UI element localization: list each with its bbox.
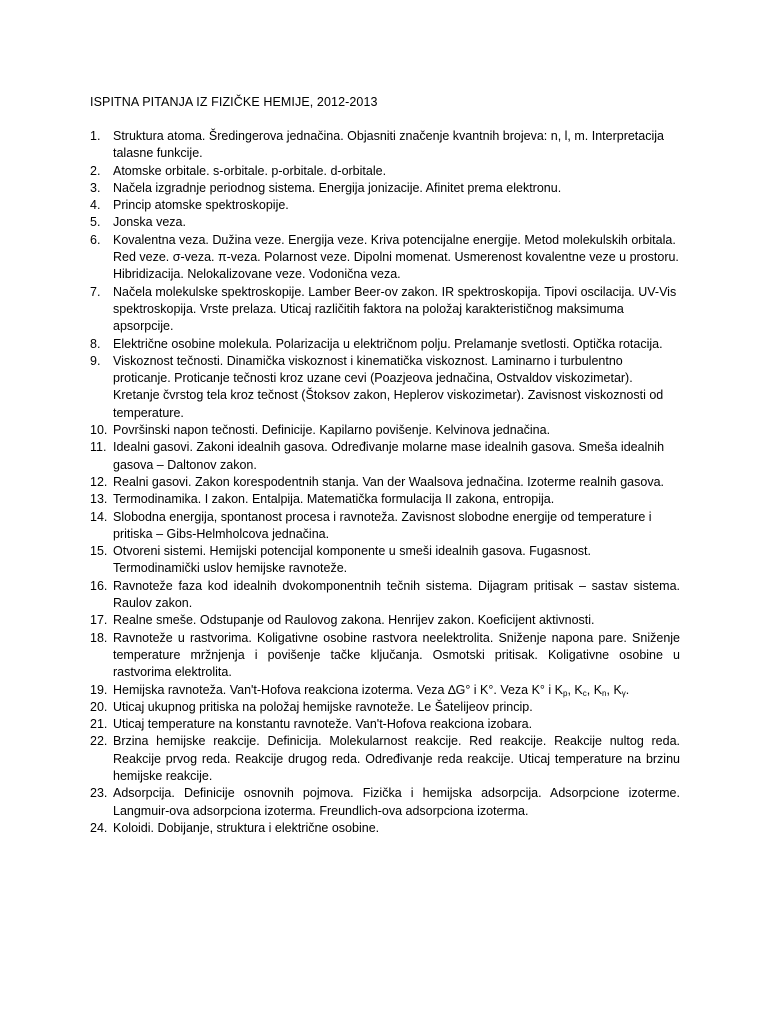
question-line: rastvorima elektrolita. bbox=[113, 665, 232, 680]
question-item bbox=[90, 543, 680, 578]
question-number: 18. bbox=[90, 630, 108, 645]
question-item bbox=[90, 197, 680, 214]
question-number: 24. bbox=[90, 820, 108, 835]
question-item bbox=[90, 578, 680, 613]
question-number: 13. bbox=[90, 492, 108, 507]
question-text bbox=[113, 716, 680, 733]
question-item bbox=[90, 214, 680, 231]
question-line: Red veze. σ-veza. π-veza. Polarnost veze. Dipolni momenat. Usmerenost kovalentne veze u prostoru. bbox=[113, 250, 679, 265]
document-title: ISPITNA PITANJA IZ FIZIČKE HEMIJE, 2012-2013 bbox=[90, 95, 378, 109]
question-text bbox=[113, 733, 680, 785]
question-item bbox=[90, 612, 680, 629]
question-number: 1. bbox=[90, 129, 101, 143]
question-line: Brzina hemijske reakcije. Definicija. Molekularnost reakcije. Red reakcije. Reakcije nultog reda. bbox=[113, 734, 680, 749]
question-number: 20. bbox=[90, 699, 108, 714]
question-line: Načela izgradnje periodnog sistema. Energija jonizacije. Afinitet prema elektronu. bbox=[113, 180, 562, 195]
question-text bbox=[113, 509, 680, 544]
question-text bbox=[113, 820, 680, 837]
question-line: Realni gasovi. Zakon korespodentnih stanja. Van der Waalsova jednačina. Izoterme realnih gasova. bbox=[113, 474, 665, 489]
question-number: 17. bbox=[90, 613, 108, 628]
question-line: Termodinamički uslov hemijske ravnoteže. bbox=[113, 561, 348, 576]
question-text bbox=[113, 284, 680, 336]
question-line: Kretanje čvrstog tela kroz tečnost (Štoksov zakon, Heplerov viskozimetar). Zavisnost viskoznosti od bbox=[113, 388, 664, 403]
question-line: Raulov zakon. bbox=[113, 596, 193, 611]
question-number: 7. bbox=[90, 284, 101, 299]
question-line: Uticaj temperature na konstantu ravnoteže. Van't-Hofova reakciona izobara. bbox=[113, 717, 533, 732]
question-line: Adsorpcija. Definicije osnovnih pojmova. Fizička i hemijska adsorpcija. Adsorpcione izoterme. bbox=[113, 786, 680, 801]
question-line: Idealni gasovi. Zakoni idealnih gasova. Određivanje molarne mase idealnih gasova. Smeša idealnih bbox=[113, 440, 665, 455]
question-item bbox=[90, 128, 680, 163]
question-text-part: . bbox=[625, 682, 630, 697]
question-line: Hibridizacija. Nelokalizovane veze. Vodonična veza. bbox=[113, 267, 401, 282]
question-number: 5. bbox=[90, 215, 101, 230]
question-text-part: , K bbox=[567, 682, 583, 697]
question-item bbox=[90, 491, 680, 508]
question-item bbox=[90, 785, 680, 820]
question-text bbox=[113, 163, 680, 180]
question-line: Načela molekulske spektroskopije. Lamber Beer-ov zakon. IR spektroskopija. Tipovi oscilacija. UV-Vis bbox=[113, 284, 677, 299]
question-line: Atomske orbitale. s-orbitale. p-orbitale. d-orbitale. bbox=[113, 163, 387, 178]
question-item bbox=[90, 353, 680, 422]
question-item bbox=[90, 422, 680, 439]
question-line: Ravnoteže faza kod idealnih dvokomponentnih tečnih sistema. Dijagram pritisak – sastav sistema. bbox=[113, 578, 680, 593]
question-text bbox=[113, 474, 680, 491]
question-text bbox=[113, 336, 680, 353]
question-text-part: Hemijska ravnoteža. Van't-Hofova reakciona izoterma. Veza ∆G° i K°. Veza K° i K bbox=[113, 682, 563, 697]
question-line: Realne smeše. Odstupanje od Raulovog zakona. Henrijev zakon. Koeficijent aktivnosti. bbox=[113, 613, 595, 628]
question-line: temperature. bbox=[113, 405, 184, 420]
question-text bbox=[113, 197, 680, 214]
question-text bbox=[113, 543, 680, 578]
question-item bbox=[90, 180, 680, 197]
question-number: 21. bbox=[90, 717, 108, 732]
question-line: Ravnoteže u rastvorima. Koligativne osobine rastvora neelektrolita. Sniženje napona pare. Sniženje bbox=[113, 630, 680, 645]
question-text-part: , K bbox=[606, 682, 622, 697]
question-line: Koloidi. Dobijanje, struktura i električne osobine. bbox=[113, 820, 380, 835]
question-number: 4. bbox=[90, 198, 101, 213]
question-line: spektroskopija. Vrste prelaza. Uticaj različitih faktora na položaj karakterističnog maksimuma bbox=[113, 301, 624, 316]
question-line: Slobodna energija, spontanost procesa i ravnoteža. Zavisnost slobodne energije od temperature i bbox=[113, 509, 652, 524]
question-line: Princip atomske spektroskopije. bbox=[113, 198, 289, 213]
question-line: Uticaj ukupnog pritiska na položaj hemijske ravnoteže. Le Šatelijeov princip. bbox=[113, 699, 533, 714]
question-item bbox=[90, 232, 680, 284]
question-item bbox=[90, 630, 680, 682]
question-text-part: , K bbox=[586, 682, 603, 697]
question-line: Jonska veza. bbox=[113, 215, 186, 230]
subscript-text: n bbox=[602, 688, 607, 698]
question-line: Električne osobine molekula. Polarizacija u električnom polju. Prelamanje svetlosti. Optička rotacija. bbox=[113, 336, 663, 351]
question-text bbox=[113, 422, 680, 439]
question-item bbox=[90, 509, 680, 544]
question-text bbox=[113, 180, 680, 197]
subscript-text: p bbox=[563, 688, 568, 698]
question-line: Viskoznost tečnosti. Dinamička viskoznost i kinematička viskoznost. Laminarno i turbulentno bbox=[113, 353, 623, 368]
question-number: 15. bbox=[90, 544, 108, 559]
question-line: Površinski napon tečnosti. Definicije. Kapilarno povišenje. Kelvinova jednačina. bbox=[113, 423, 551, 438]
question-line: temperature mržnjenja i povišenje tačke ključanja. Osmotski pritisak. Koligativne osobine u bbox=[113, 647, 680, 662]
question-number: 6. bbox=[90, 232, 101, 247]
question-text bbox=[113, 699, 680, 716]
question-text bbox=[113, 128, 680, 163]
question-number: 19. bbox=[90, 682, 108, 697]
question-text bbox=[113, 612, 680, 629]
question-item bbox=[90, 439, 680, 474]
question-number: 12. bbox=[90, 474, 108, 489]
question-text bbox=[113, 214, 680, 231]
question-line: hemijske reakcije. bbox=[113, 768, 213, 783]
question-text bbox=[113, 578, 680, 613]
question-line: Kovalentna veza. Dužina veze. Energija veze. Kriva potencijalne energije. Metod molekulskih orbitala. bbox=[113, 232, 676, 247]
question-item bbox=[90, 474, 680, 491]
question-item bbox=[90, 163, 680, 180]
question-line: apsorpcije. bbox=[113, 319, 174, 334]
question-text bbox=[113, 785, 680, 820]
subscript-text: c bbox=[582, 688, 587, 698]
question-number: 11. bbox=[90, 440, 107, 455]
question-item bbox=[90, 699, 680, 716]
question-line: Reakcije prvog reda. Reakcije drugog reda. Određivanje reda reakcije. Uticaj temperature na brzinu bbox=[113, 751, 680, 766]
question-text bbox=[113, 353, 680, 422]
question-item bbox=[90, 716, 680, 733]
question-line: pritiska – Gibs-Helmholcova jednačina. bbox=[113, 526, 330, 541]
question-item bbox=[90, 284, 680, 336]
question-line: Termodinamika. I zakon. Entalpija. Matematička formulacija II zakona, entropija. bbox=[113, 492, 555, 507]
question-text bbox=[113, 491, 680, 508]
question-number: 10. bbox=[90, 423, 108, 438]
question-text bbox=[113, 630, 680, 682]
question-number: 23. bbox=[90, 786, 108, 801]
question-text bbox=[113, 232, 680, 284]
question-line: Langmuir-ova adsorpciona izoterma. Freundlich-ova adsorpciona izoterma. bbox=[113, 803, 529, 818]
question-text bbox=[113, 682, 680, 699]
question-list bbox=[90, 128, 680, 837]
question-number: 3. bbox=[90, 180, 101, 195]
question-item bbox=[90, 820, 680, 837]
question-number: 2. bbox=[90, 163, 101, 178]
question-number: 14. bbox=[90, 509, 108, 524]
question-line: proticanje. Proticanje tečnosti kroz uzane cevi (Poazjeova jednačina, Ostvaldov viskozimetar). bbox=[113, 371, 633, 386]
subscript-text: γ bbox=[621, 688, 626, 698]
question-number: 9. bbox=[90, 353, 101, 368]
question-item bbox=[90, 682, 680, 699]
question-line: Otvoreni sistemi. Hemijski potencijal komponente u smeši idealnih gasova. Fugasnost. bbox=[113, 544, 592, 559]
question-item bbox=[90, 733, 680, 785]
question-line: gasova – Daltonov zakon. bbox=[113, 457, 257, 472]
question-number: 8. bbox=[90, 336, 101, 351]
question-line: Struktura atoma. Šredingerova jednačina. Objasniti značenje kvantnih brojeva: n, l, m. Interpretacija bbox=[113, 129, 664, 143]
question-number: 22. bbox=[90, 734, 108, 749]
question-item bbox=[90, 336, 680, 353]
question-text bbox=[113, 439, 680, 474]
question-number: 16. bbox=[90, 578, 108, 593]
question-line: talasne funkcije. bbox=[113, 146, 203, 161]
